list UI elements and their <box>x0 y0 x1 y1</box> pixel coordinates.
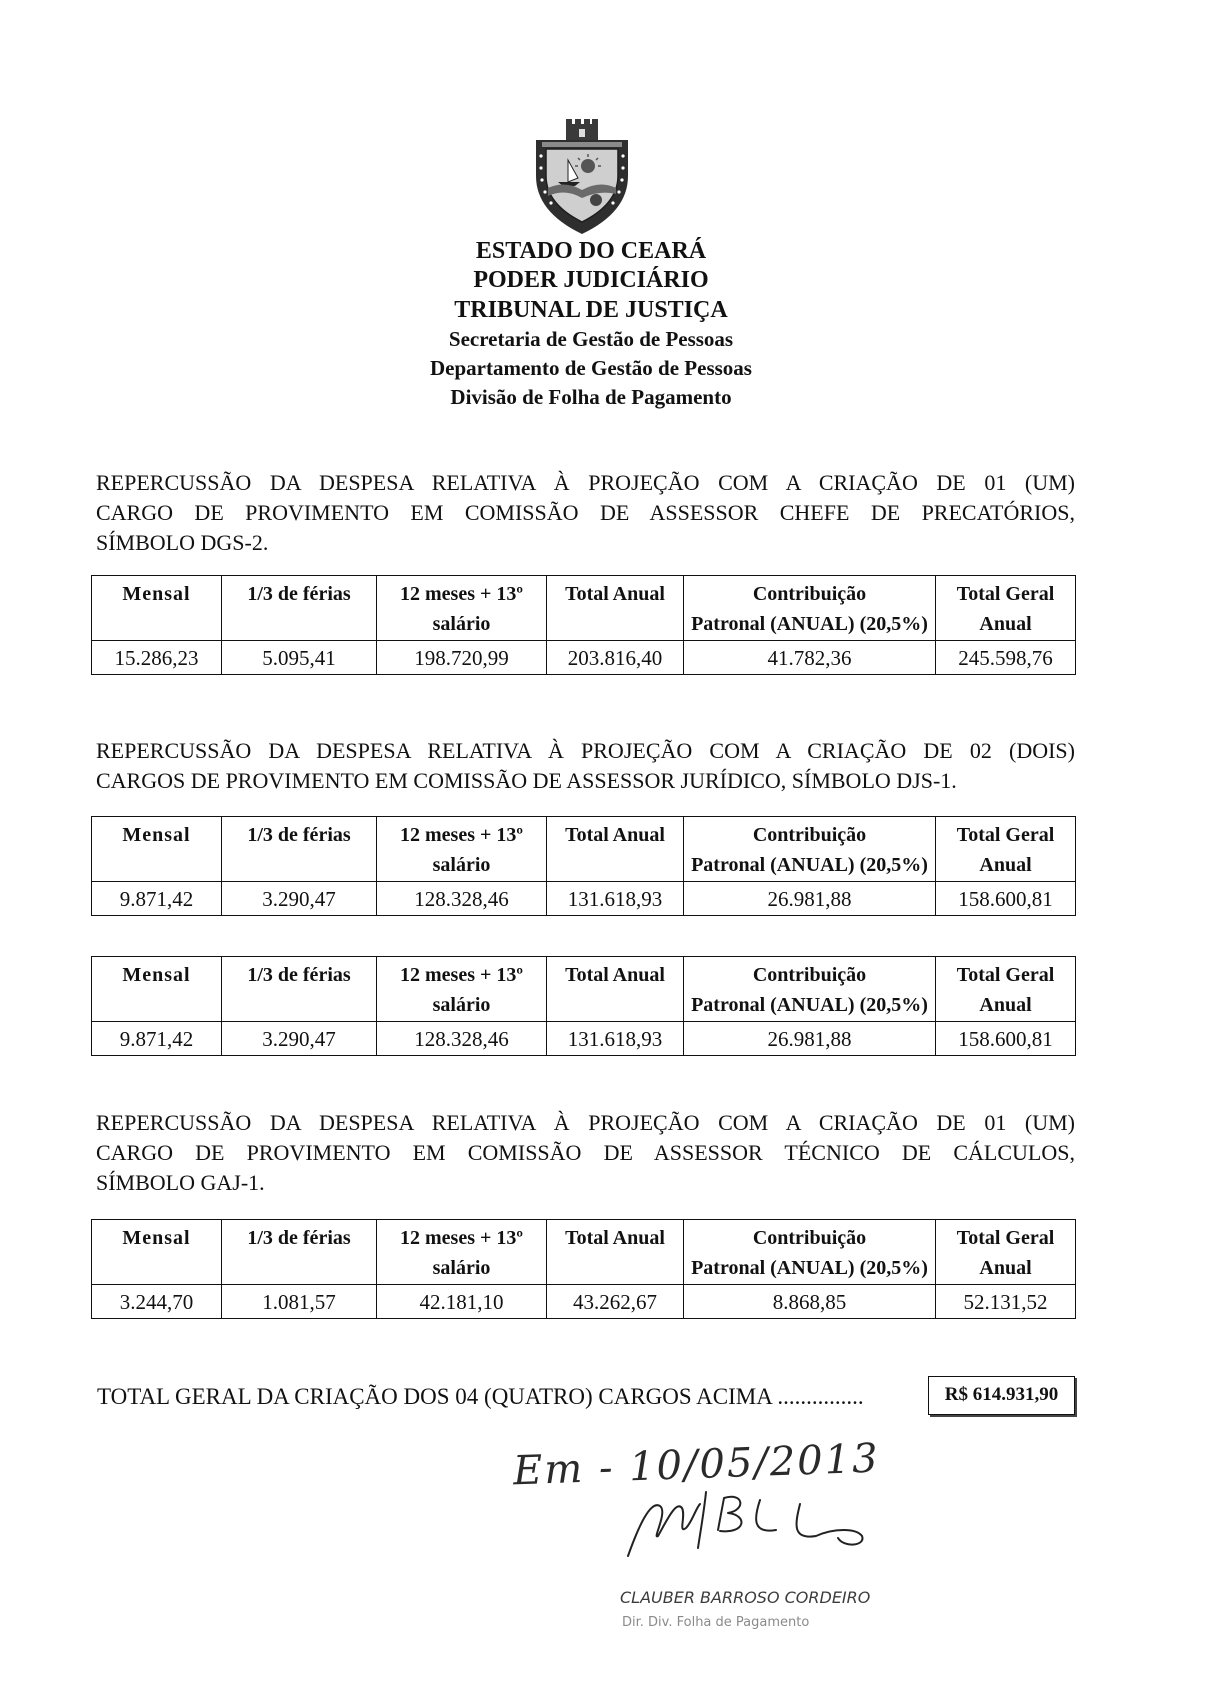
cell-monthly: 15.286,23 <box>92 641 222 675</box>
column-header-twelve-months-13th <box>377 957 547 1022</box>
header-line: Mensal <box>122 964 191 986</box>
cell-monthly: 9.871,42 <box>92 1022 222 1056</box>
cell-grand-total: 158.600,81 <box>936 882 1076 916</box>
ceara-coat-of-arms-icon <box>530 116 634 236</box>
column-header-employer-contribution <box>684 957 936 1022</box>
document-header <box>381 237 801 413</box>
handwritten-signature <box>620 1478 880 1563</box>
description-line: CARGO DE PROVIMENTO EM COMISSÃO DE ASSESSOR TÉCNICO DE CÁLCULOS, <box>96 1140 1075 1165</box>
column-header-annual-total <box>547 957 684 1022</box>
grand-total-line <box>97 1382 864 1412</box>
header-line: Contribuição <box>752 824 867 846</box>
handwritten-date: Em - 10/05/2013 <box>512 1435 881 1495</box>
cell-employer-contribution: 26.981,88 <box>684 882 936 916</box>
header-line: Contribuição <box>752 583 867 605</box>
table-header-row <box>92 1220 1076 1285</box>
cell-vacation-third: 3.290,47 <box>222 882 377 916</box>
description-line: SÍMBOLO DGS-2. <box>96 530 269 555</box>
header-line: Total Geral <box>956 1227 1055 1249</box>
header-line: salário <box>432 854 491 876</box>
description-line: CARGOS DE PROVIMENTO EM COMISSÃO DE ASSESSOR JURÍDICO, SÍMBOLO DJS-1. <box>96 768 957 793</box>
description-line: REPERCUSSÃO DA DESPESA RELATIVA À PROJEÇÃO COM A CRIAÇÃO DE 01 (UM) <box>96 470 1075 495</box>
table-header-row <box>92 817 1076 882</box>
header-line: 12 meses + 13º <box>400 824 523 846</box>
description-line: REPERCUSSÃO DA DESPESA RELATIVA À PROJEÇÃO COM A CRIAÇÃO DE 02 (DOIS) <box>96 738 1075 763</box>
table-row <box>92 882 1076 916</box>
court-name: TRIBUNAL DE JUSTIÇA <box>454 296 728 323</box>
branch-name: PODER JUDICIÁRIO <box>473 267 709 294</box>
header-line: Patronal (ANUAL) (20,5%) <box>691 994 928 1016</box>
grand-total-leader: ............... <box>777 1384 864 1409</box>
header-line: Mensal <box>122 583 191 605</box>
header-line: 12 meses + 13º <box>400 583 523 605</box>
cell-grand-total: 245.598,76 <box>936 641 1076 675</box>
header-line: 1/3 de férias <box>247 583 351 605</box>
description-line: CARGO DE PROVIMENTO EM COMISSÃO DE ASSESSOR CHEFE DE PRECATÓRIOS, <box>96 500 1075 525</box>
column-header-monthly <box>92 1220 222 1285</box>
header-line: salário <box>432 994 491 1016</box>
header-line: 1/3 de férias <box>247 824 351 846</box>
table-header-row <box>92 957 1076 1022</box>
header-line: Total Anual <box>565 824 665 846</box>
cell-monthly: 9.871,42 <box>92 882 222 916</box>
header-line: 12 meses + 13º <box>400 1227 523 1249</box>
header-line: Anual <box>979 994 1032 1016</box>
header-line: Contribuição <box>752 964 867 986</box>
cell-annual-total: 43.262,67 <box>547 1285 684 1319</box>
column-header-annual-total <box>547 1220 684 1285</box>
secretariat-name: Secretaria de Gestão de Pessoas <box>448 326 734 351</box>
header-line: Total Geral <box>956 824 1055 846</box>
table-row <box>92 1022 1076 1056</box>
column-header-annual-total <box>547 576 684 641</box>
header-line: 1/3 de férias <box>247 964 351 986</box>
column-header-monthly <box>92 576 222 641</box>
description-line: SÍMBOLO GAJ-1. <box>96 1170 265 1195</box>
section-description <box>96 736 1075 796</box>
cell-employer-contribution: 41.782,36 <box>684 641 936 675</box>
column-header-grand-total <box>936 576 1076 641</box>
table-header-row <box>92 576 1076 641</box>
column-header-twelve-months-13th <box>377 817 547 882</box>
stamp-title: Dir. Div. Folha de Pagamento <box>622 1615 810 1630</box>
header-line: Total Anual <box>565 583 665 605</box>
header-line: 1/3 de férias <box>247 1227 351 1249</box>
column-header-monthly <box>92 817 222 882</box>
header-line: Total Anual <box>565 964 665 986</box>
cell-annual-total: 131.618,93 <box>547 882 684 916</box>
header-line: Anual <box>979 613 1032 635</box>
cell-vacation-third: 5.095,41 <box>222 641 377 675</box>
cell-twelve-months-13th: 128.328,46 <box>377 882 547 916</box>
header-line: Anual <box>979 1257 1032 1279</box>
column-header-employer-contribution <box>684 817 936 882</box>
column-header-employer-contribution <box>684 1220 936 1285</box>
header-line: Anual <box>979 854 1032 876</box>
grand-total-value: R$ 614.931,90 <box>928 1376 1075 1415</box>
header-line: Mensal <box>122 824 191 846</box>
cell-annual-total: 203.816,40 <box>547 641 684 675</box>
cell-employer-contribution: 8.868,85 <box>684 1285 936 1319</box>
header-line: Contribuição <box>752 1227 867 1249</box>
column-header-grand-total <box>936 1220 1076 1285</box>
header-line: salário <box>432 1257 491 1279</box>
cell-vacation-third: 3.290,47 <box>222 1022 377 1056</box>
expense-table <box>91 1219 1076 1319</box>
cell-annual-total: 131.618,93 <box>547 1022 684 1056</box>
header-line: Total Geral <box>956 583 1055 605</box>
expense-table <box>91 575 1076 675</box>
section-description <box>96 468 1075 558</box>
cell-twelve-months-13th: 42.181,10 <box>377 1285 547 1319</box>
expense-table <box>91 956 1076 1056</box>
header-line: Patronal (ANUAL) (20,5%) <box>691 854 928 876</box>
table-row <box>92 641 1076 675</box>
header-line: Total Anual <box>565 1227 665 1249</box>
header-line: Patronal (ANUAL) (20,5%) <box>691 1257 928 1279</box>
column-header-vacation-third <box>222 576 377 641</box>
cell-grand-total: 52.131,52 <box>936 1285 1076 1319</box>
cell-grand-total: 158.600,81 <box>936 1022 1076 1056</box>
division-name: Divisão de Folha de Pagamento <box>450 385 732 410</box>
header-line: 12 meses + 13º <box>400 964 523 986</box>
table-row <box>92 1285 1076 1319</box>
state-name: ESTADO DO CEARÁ <box>475 238 707 264</box>
cell-twelve-months-13th: 128.328,46 <box>377 1022 547 1056</box>
header-line: Patronal (ANUAL) (20,5%) <box>691 613 928 635</box>
column-header-vacation-third <box>222 817 377 882</box>
stamp-name: CLAUBER BARROSO CORDEIRO <box>620 1588 871 1607</box>
column-header-twelve-months-13th <box>377 1220 547 1285</box>
cell-vacation-third: 1.081,57 <box>222 1285 377 1319</box>
cell-monthly: 3.244,70 <box>92 1285 222 1319</box>
department-name: Departamento de Gestão de Pessoas <box>430 356 752 381</box>
column-header-employer-contribution <box>684 576 936 641</box>
column-header-annual-total <box>547 817 684 882</box>
column-header-vacation-third <box>222 957 377 1022</box>
header-line: salário <box>432 613 491 635</box>
column-header-twelve-months-13th <box>377 576 547 641</box>
header-line: Mensal <box>122 1227 191 1249</box>
section-description <box>96 1108 1075 1198</box>
header-line: Total Geral <box>956 964 1055 986</box>
column-header-grand-total <box>936 957 1076 1022</box>
grand-total-label: TOTAL GERAL DA CRIAÇÃO DOS 04 (QUATRO) CARGOS ACIMA <box>97 1384 772 1409</box>
expense-table <box>91 816 1076 916</box>
column-header-vacation-third <box>222 1220 377 1285</box>
cell-employer-contribution: 26.981,88 <box>684 1022 936 1056</box>
column-header-monthly <box>92 957 222 1022</box>
cell-twelve-months-13th: 198.720,99 <box>377 641 547 675</box>
column-header-grand-total <box>936 817 1076 882</box>
description-line: REPERCUSSÃO DA DESPESA RELATIVA À PROJEÇÃO COM A CRIAÇÃO DE 01 (UM) <box>96 1110 1075 1135</box>
